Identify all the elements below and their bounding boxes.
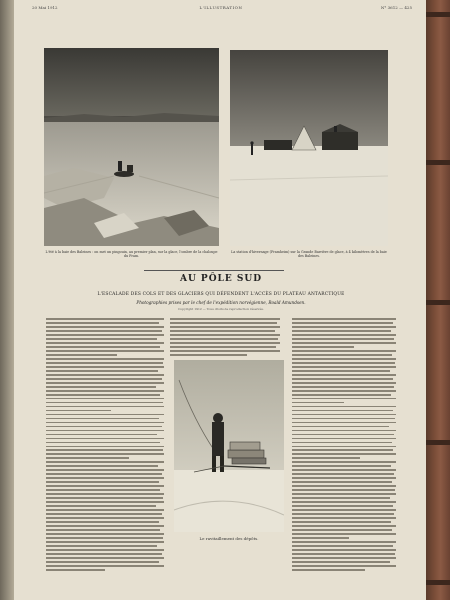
page-edge-shadow bbox=[0, 0, 14, 600]
photo-framheim-station bbox=[230, 50, 388, 246]
magazine-page bbox=[14, 0, 428, 600]
header-page-number: N° 3612 — 425 bbox=[380, 5, 412, 10]
title-rule-top bbox=[144, 270, 284, 271]
page-header bbox=[14, 5, 428, 15]
article-column-right bbox=[292, 318, 396, 573]
article-column-left bbox=[46, 318, 164, 573]
header-magazine-title: L'ILLUSTRATION bbox=[199, 5, 243, 10]
article-subtitle: L'ESCALADE DES COLS ET DES GLACIERS QUI DÉFENDENT L'ACCÈS DU PLATEAU ANTARCTIQUE bbox=[97, 292, 345, 297]
caption-framheim-station: La station d'hivernage (Framheim) sur la Grande Barrière de glace, à 4 kilomètres de la baie des Baleines. bbox=[231, 250, 387, 258]
header-date: 20 Mai 1912 bbox=[32, 5, 58, 10]
article-column-middle bbox=[170, 318, 280, 358]
photo-depot-resupply bbox=[174, 360, 284, 532]
caption-depot-resupply: Le ravitaillement des dépôts. bbox=[199, 536, 259, 541]
caption-whale-bay: L'été à la baie des Baleines : on met un pingouin, au premier plan, sur la glace, l'ombre de la chaloupe du Fram. bbox=[45, 250, 218, 258]
photo-whale-bay bbox=[44, 48, 219, 246]
article-byline: Photographies prises par le chef de l'expédition norvégienne, Roald Amundsen. bbox=[136, 300, 306, 305]
article-credit: Copyright 1912 — Tous droits de reproduction réservés. bbox=[178, 307, 264, 311]
book-binding bbox=[426, 0, 450, 600]
article-title: AU PÔLE SUD bbox=[179, 274, 263, 284]
